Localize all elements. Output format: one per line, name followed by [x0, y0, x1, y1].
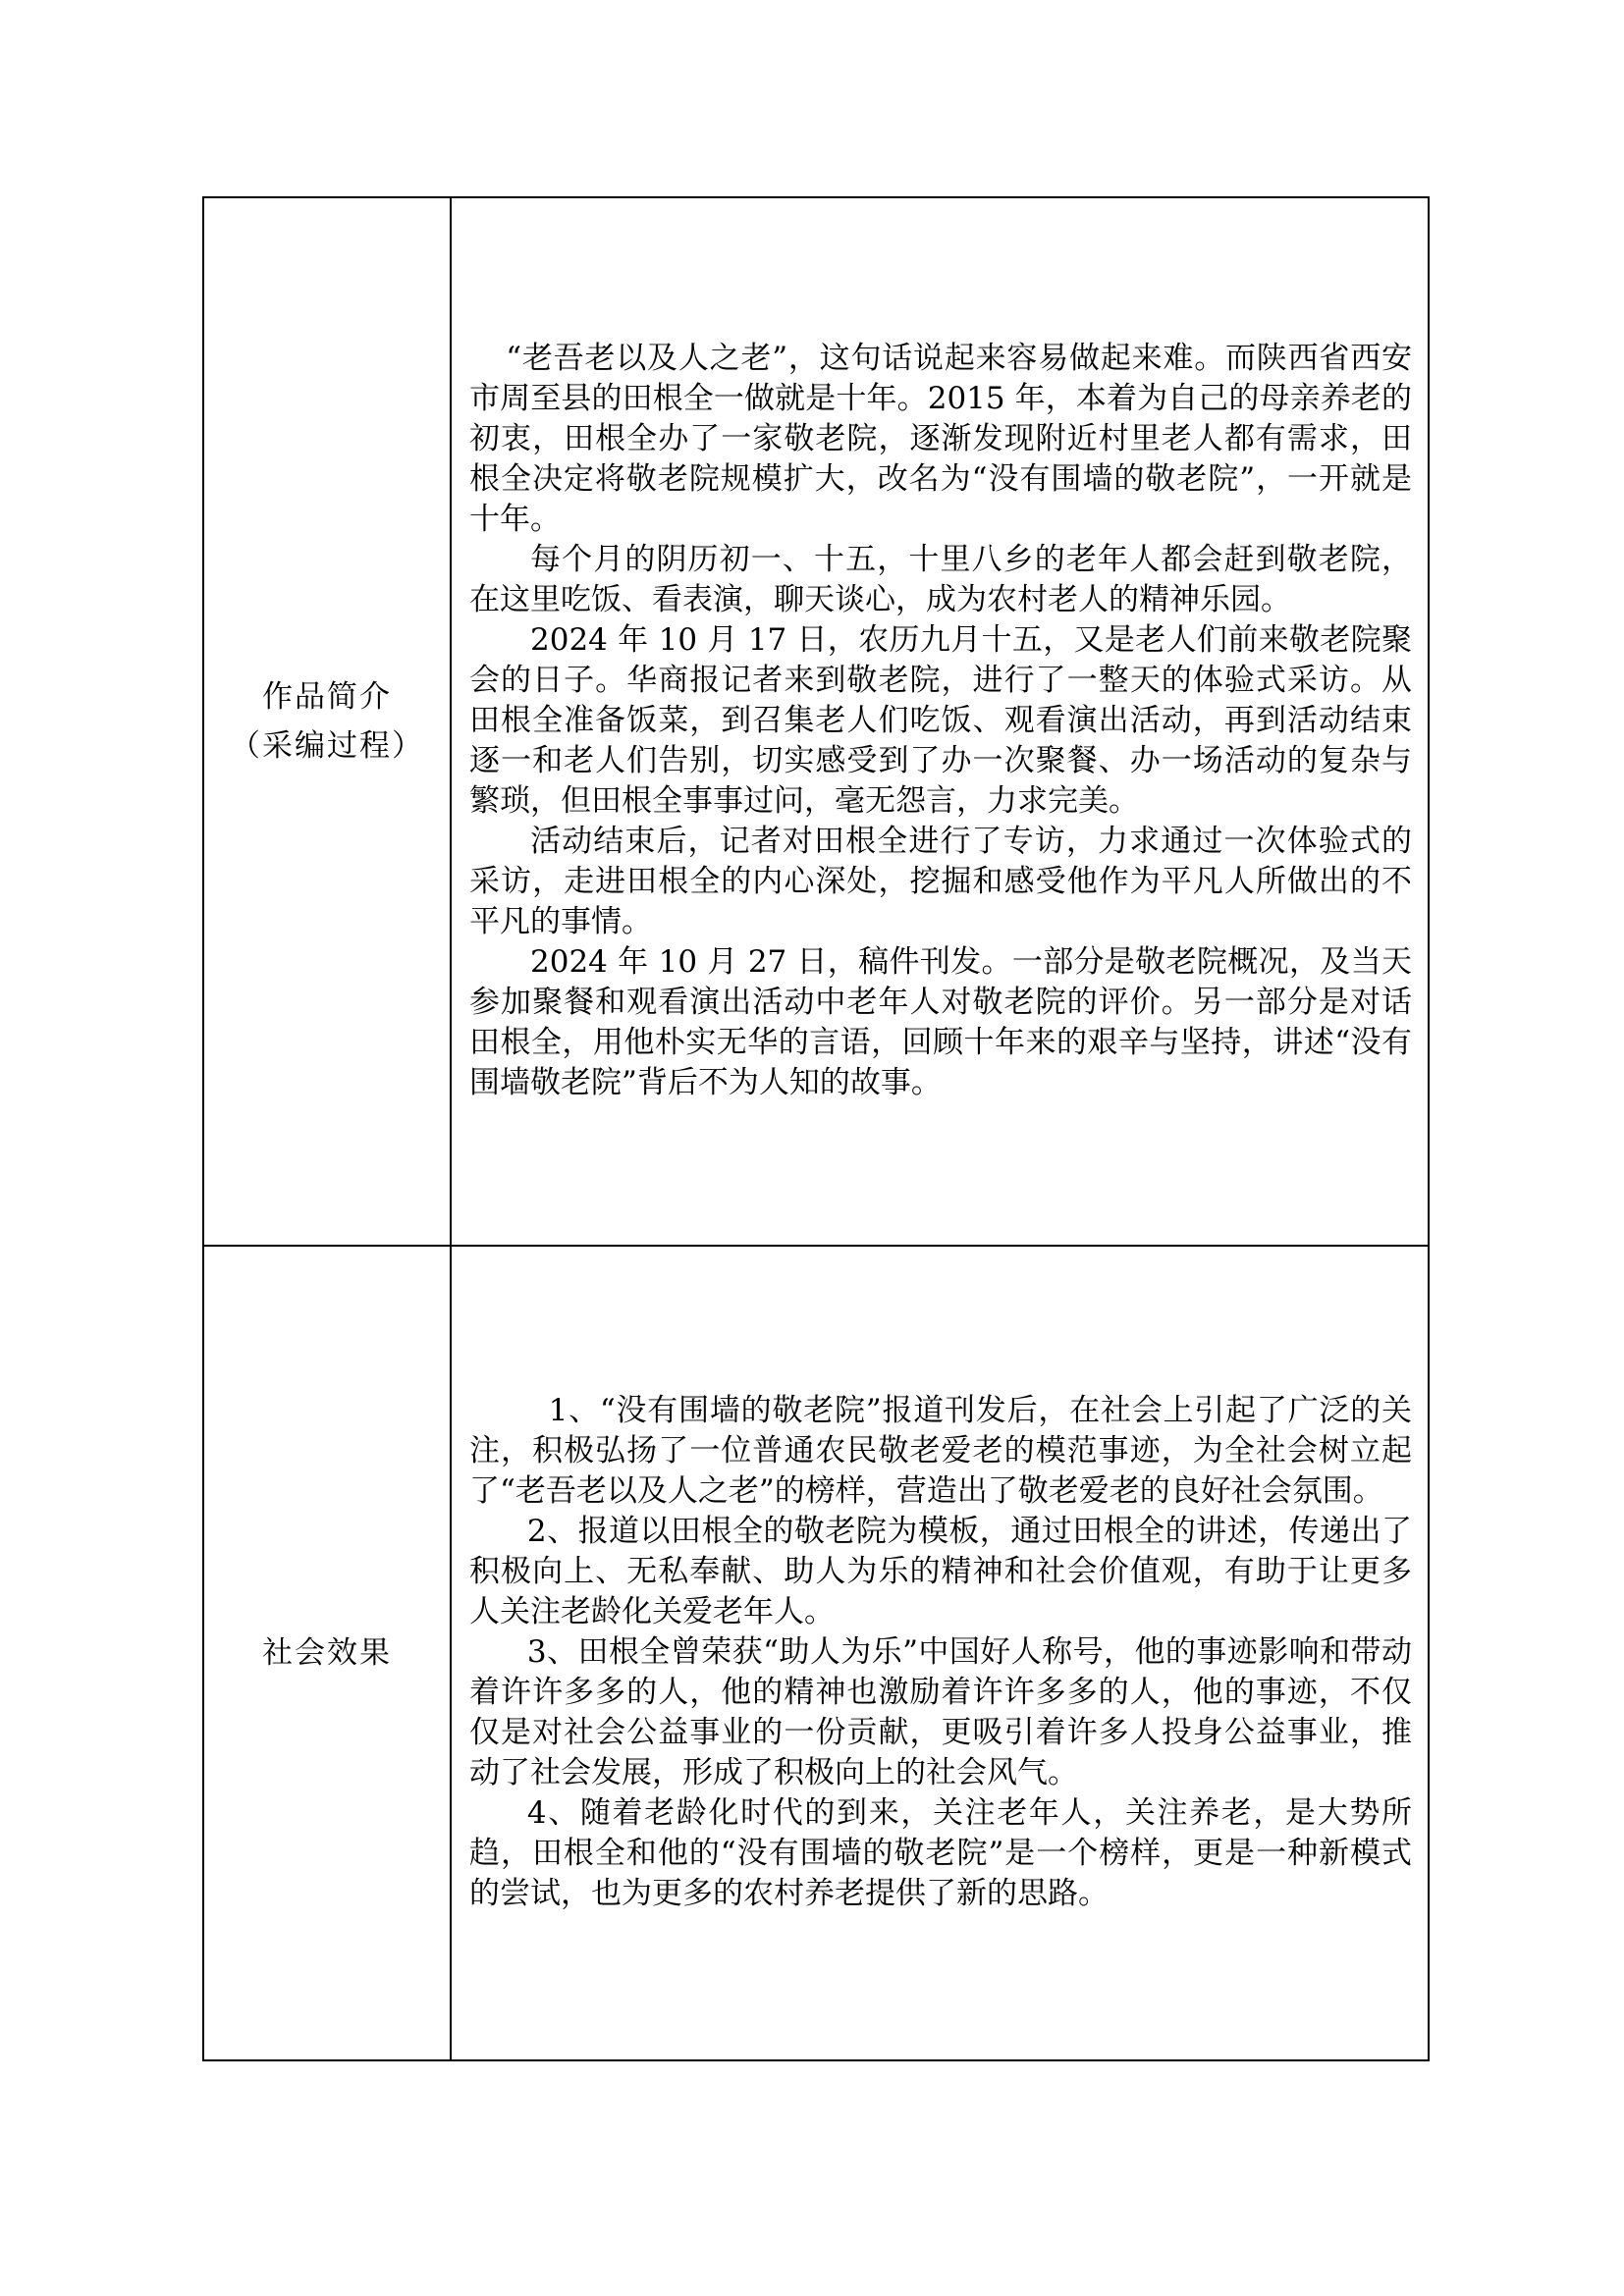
label-cell-social-effect	[203, 1246, 451, 2060]
content-cell-social-effect	[451, 1246, 1429, 2060]
intro-paragraph-2: 每个月的阴历初一、十五，十里八乡的老年人都会赶到敬老院，在这里吃饭、看表演，聊天谈心，成为农村老人的精神乐园。	[469, 541, 1412, 617]
content-cell-introduction	[451, 197, 1429, 1246]
submission-form-table	[202, 196, 1430, 2061]
intro-paragraph-1: “老吾老以及人之老”，这句话说起来容易做起来难。而陕西省西安市周至县的田根全一做就是十年。2015 年，本着为自己的母亲养老的初衷，田根全办了一家敬老院，逐渐发现附近村里老人都有需求，田根全决定将敬老院规模扩大，改名为“没有围墙的敬老院”，一开就是十年。	[469, 340, 1412, 537]
intro-paragraph-3: 2024 年 10 月 17 日，农历九月十五，又是老人们前来敬老院聚会的日子。华商报记者来到敬老院，进行了一整天的体验式采访。从田根全准备饭菜，到召集老人们吃饭、观看演出活动，再到活动结束逐一和老人们告别，切实感受到了办一次聚餐、办一场活动的复杂与繁琐，但田根全事事过问，毫无怨言，力求完美。	[469, 621, 1412, 819]
label-cell-introduction	[203, 197, 451, 1246]
intro-paragraph-4: 活动结束后，记者对田根全进行了专访，力求通过一次体验式的采访，走进田根全的内心深处，挖掘和感受他作为平凡人所做出的不平凡的事情。	[469, 823, 1412, 939]
table-row-introduction	[203, 197, 1429, 1246]
effect-paragraph-3: 3、田根全曾荣获“助人为乐”中国好人称号，他的事迹影响和带动着许许多多的人，他的精神也激励着许许多多的人，他的事迹，不仅仅是对社会公益事业的一份贡献，更吸引着许多人投身公益事业，推动了社会发展，形成了积极向上的社会风气。	[469, 1633, 1412, 1790]
label-social-effect: 社会效果	[262, 1635, 392, 1671]
effect-paragraph-4: 4、随着老龄化时代的到来，关注老年人，关注养老，是大势所趋，田根全和他的“没有围墙的敬老院”是一个榜样，更是一种新模式的尝试，也为更多的农村养老提供了新的思路。	[469, 1794, 1412, 1911]
label-introduction-title: 作品简介	[262, 679, 392, 715]
effect-paragraph-2: 2、报道以田根全的敬老院为模板，通过田根全的讲述，传递出了积极向上、无私奉献、助人为乐的精神和社会价值观，有助于让更多人关注老龄化关爱老年人。	[469, 1513, 1412, 1629]
label-introduction-subtitle: （采编过程）	[230, 728, 424, 764]
intro-paragraph-5: 2024 年 10 月 27 日，稿件刊发。一部分是敬老院概况，及当天参加聚餐和观看演出活动中老年人对敬老院的评价。另一部分是对话田根全，用他朴实无华的言语，回顾十年来的艰辛与坚持，讲述“没有围墙敬老院”背后不为人知的故事。	[469, 943, 1412, 1100]
table-row-social-effect	[203, 1246, 1429, 2060]
effect-paragraph-1: 1、“没有围墙的敬老院”报道刊发后，在社会上引起了广泛的关注，积极弘扬了一位普通农民敬老爱老的模范事迹，为全社会树立起了“老吾老以及人之老”的榜样，营造出了敬老爱老的良好社会氛围。	[469, 1392, 1412, 1509]
